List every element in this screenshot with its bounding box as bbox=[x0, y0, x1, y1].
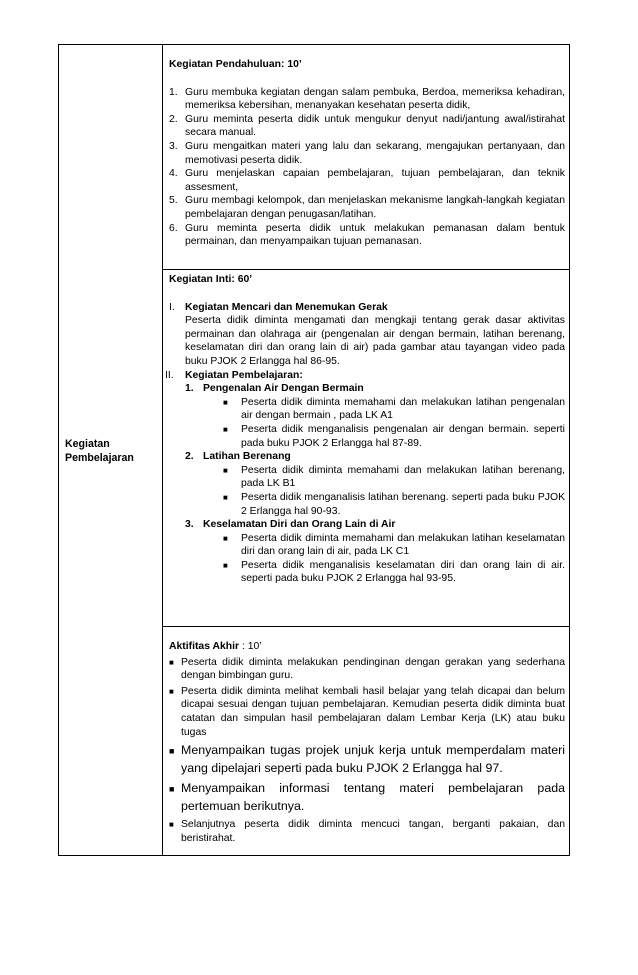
bullet-list bbox=[203, 532, 565, 586]
akhir-list bbox=[169, 656, 565, 846]
bullet-list bbox=[203, 396, 565, 450]
sub-item: 3. Keselamatan Diri dan Orang Lain di Air ■ Peserta didik diminta memahami dan melakukan latihan keselamatan diri dan orang lain di air, pada LK C1 ■ Peserta didik menganalisis keselamatan diri dan orang lain di air. seperti pada buku PJOK 2 Erlangga hal 93-95. bbox=[185, 519, 565, 585]
bullet-icon: ■ bbox=[169, 820, 174, 830]
pendahuluan-section bbox=[169, 58, 565, 249]
list-item: 5. Guru membagi kelompok, dan menjelaskan mekanisme langkah-langkah kegiatan pembelajaran dengan penugasan/latihan. bbox=[169, 195, 565, 220]
bullet-icon: ■ bbox=[223, 465, 228, 475]
sub-item: 1. Pengenalan Air Dengan Bermain ■ Peserta didik diminta memahami dan melakukan latihan pengenalan air dengan bermain , pada LK A1 ■ Peserta didik menganalisis pengenalan air dengan bermain. seperti pada buku PJOK 2 Erlangga hal 87-89. bbox=[185, 383, 565, 449]
list-item: 4. Guru menjelaskan capaian pembelajaran, tujuan pembelajaran, dan teknik assesment, bbox=[169, 168, 565, 193]
bullet-list bbox=[203, 464, 565, 518]
inti-part-1: I. Kegiatan Mencari dan Menemukan Gerak Peserta didik diminta mengamati dan mengkaji tentang gerak dasar aktivitas permainan dan olahraga air (pengenalan air dengan bermain, latihan berenang, keselamatan diri dan orang lain di air) pada gambar atau tayangan video pada buku PJOK 2 Erlangga hal 86-95. bbox=[169, 301, 565, 367]
list-item: ■ Selanjutnya peserta didik diminta mencuci tangan, berganti pakaian, dan beristirahat. bbox=[169, 819, 565, 844]
list-item: 1. Guru membuka kegiatan dengan salam pembuka, Berdoa, memeriksa kehadiran, memeriksa kebersihan, menanyakan kesehatan peserta didik, bbox=[169, 86, 565, 112]
bullet-icon: ■ bbox=[223, 560, 228, 570]
part-text: Peserta didik diminta mengamati dan mengkaji tentang gerak dasar aktivitas permainan dan olahraga air (pengenalan air dengan bermain, latihan berenang, keselamatan diri dan orang lain di air) pada gambar atau tayangan video pada buku PJOK 2 Erlangga hal 86-95. bbox=[185, 315, 565, 367]
lesson-table bbox=[58, 44, 570, 856]
bullet-icon: ■ bbox=[169, 746, 175, 757]
list-item: ■ Peserta didik diminta melihat kembali hasil belajar yang telah dicapai dan belum dicapai sesuai dengan tujuan pembelajaran. Kemudian peserta didik diminta buat catatan dan simpulan hasil pembelajaran dalam Lembar Kerja (LK) atau buku tugas bbox=[169, 685, 565, 738]
left-label: Kegiatan Pembelajaran bbox=[65, 438, 134, 464]
list-item: ■ Peserta didik diminta memahami dan melakukan latihan berenang, pada LK B1 bbox=[223, 464, 565, 490]
pendahuluan-list bbox=[169, 86, 565, 249]
list-item: 6. Guru meminta peserta didik untuk melakukan pemanasan dalam bentuk permainan, dan menyampaikan tujuan pemanasan. bbox=[169, 222, 565, 248]
sub-item: 2. Latihan Berenang ■ Peserta didik diminta memahami dan melakukan latihan berenang, pada LK B1 ■ Peserta didik menganalisis latihan berenang. seperti pada buku PJOK 2 Erlangga hal 90-93. bbox=[185, 451, 565, 517]
list-item: ■ Peserta didik diminta melakukan pendinginan dengan gerakan yang sederhana dengan bimbingan guru. bbox=[169, 656, 565, 682]
part-heading: Kegiatan Pembelajaran: bbox=[185, 369, 303, 381]
list-item: 3. Guru mengaitkan materi yang lalu dan sekarang, mengajukan pertanyaan, dan memotivasi peserta didik. bbox=[169, 140, 565, 166]
inti-part-2: II. Kegiatan Pembelajaran: bbox=[169, 369, 565, 383]
bullet-icon: ■ bbox=[223, 397, 228, 407]
column-divider bbox=[162, 45, 163, 855]
list-item: 2. Guru meminta peserta didik untuk mengukur denyut nadi/jantung awal/istirahat secara manual. bbox=[169, 113, 565, 139]
bullet-icon: ■ bbox=[169, 657, 174, 667]
akhir-title: Aktifitas Akhir : 10’ bbox=[169, 641, 262, 652]
bullet-icon: ■ bbox=[169, 784, 175, 795]
pendahuluan-title: Kegiatan Pendahuluan: 10’ bbox=[169, 59, 302, 70]
list-item: ■ Peserta didik menganalisis keselamatan diri dan orang lain di air. seperti pada buku PJOK 2 Erlangga hal 93-95. bbox=[223, 559, 565, 585]
inti-list bbox=[165, 301, 565, 383]
list-item: ■ Peserta didik menganalisis pengenalan air dengan bermain. seperti pada buku PJOK 2 Erlangga hal 87-89. bbox=[223, 423, 565, 449]
bullet-icon: ■ bbox=[223, 424, 228, 434]
inti-section bbox=[165, 273, 565, 586]
row-divider-2 bbox=[162, 626, 569, 627]
bullet-icon: ■ bbox=[223, 533, 228, 543]
list-item: ■ Menyampaikan tugas projek unjuk kerja untuk memperdalam materi yang dipelajari seperti pada buku PJOK 2 Erlangga hal 97. bbox=[169, 743, 565, 776]
sub-list bbox=[169, 382, 565, 586]
akhir-section bbox=[169, 640, 565, 847]
row-divider-1 bbox=[162, 269, 569, 270]
list-item: ■ Menyampaikan informasi tentang materi pembelajaran pada pertemuan berikutnya. bbox=[169, 781, 565, 814]
inti-title: Kegiatan Inti: 60’ bbox=[169, 274, 253, 285]
bullet-icon: ■ bbox=[223, 492, 228, 502]
list-item: ■ Peserta didik diminta memahami dan melakukan latihan keselamatan diri dan orang lain di air, pada LK C1 bbox=[223, 532, 565, 558]
part-heading: Kegiatan Mencari dan Menemukan Gerak bbox=[185, 301, 388, 313]
list-item: ■ Peserta didik menganalisis latihan berenang. seperti pada buku PJOK 2 Erlangga hal 90-93. bbox=[223, 491, 565, 517]
list-item: ■ Peserta didik diminta memahami dan melakukan latihan pengenalan air dengan bermain , pada LK A1 bbox=[223, 396, 565, 422]
bullet-icon: ■ bbox=[169, 686, 174, 696]
